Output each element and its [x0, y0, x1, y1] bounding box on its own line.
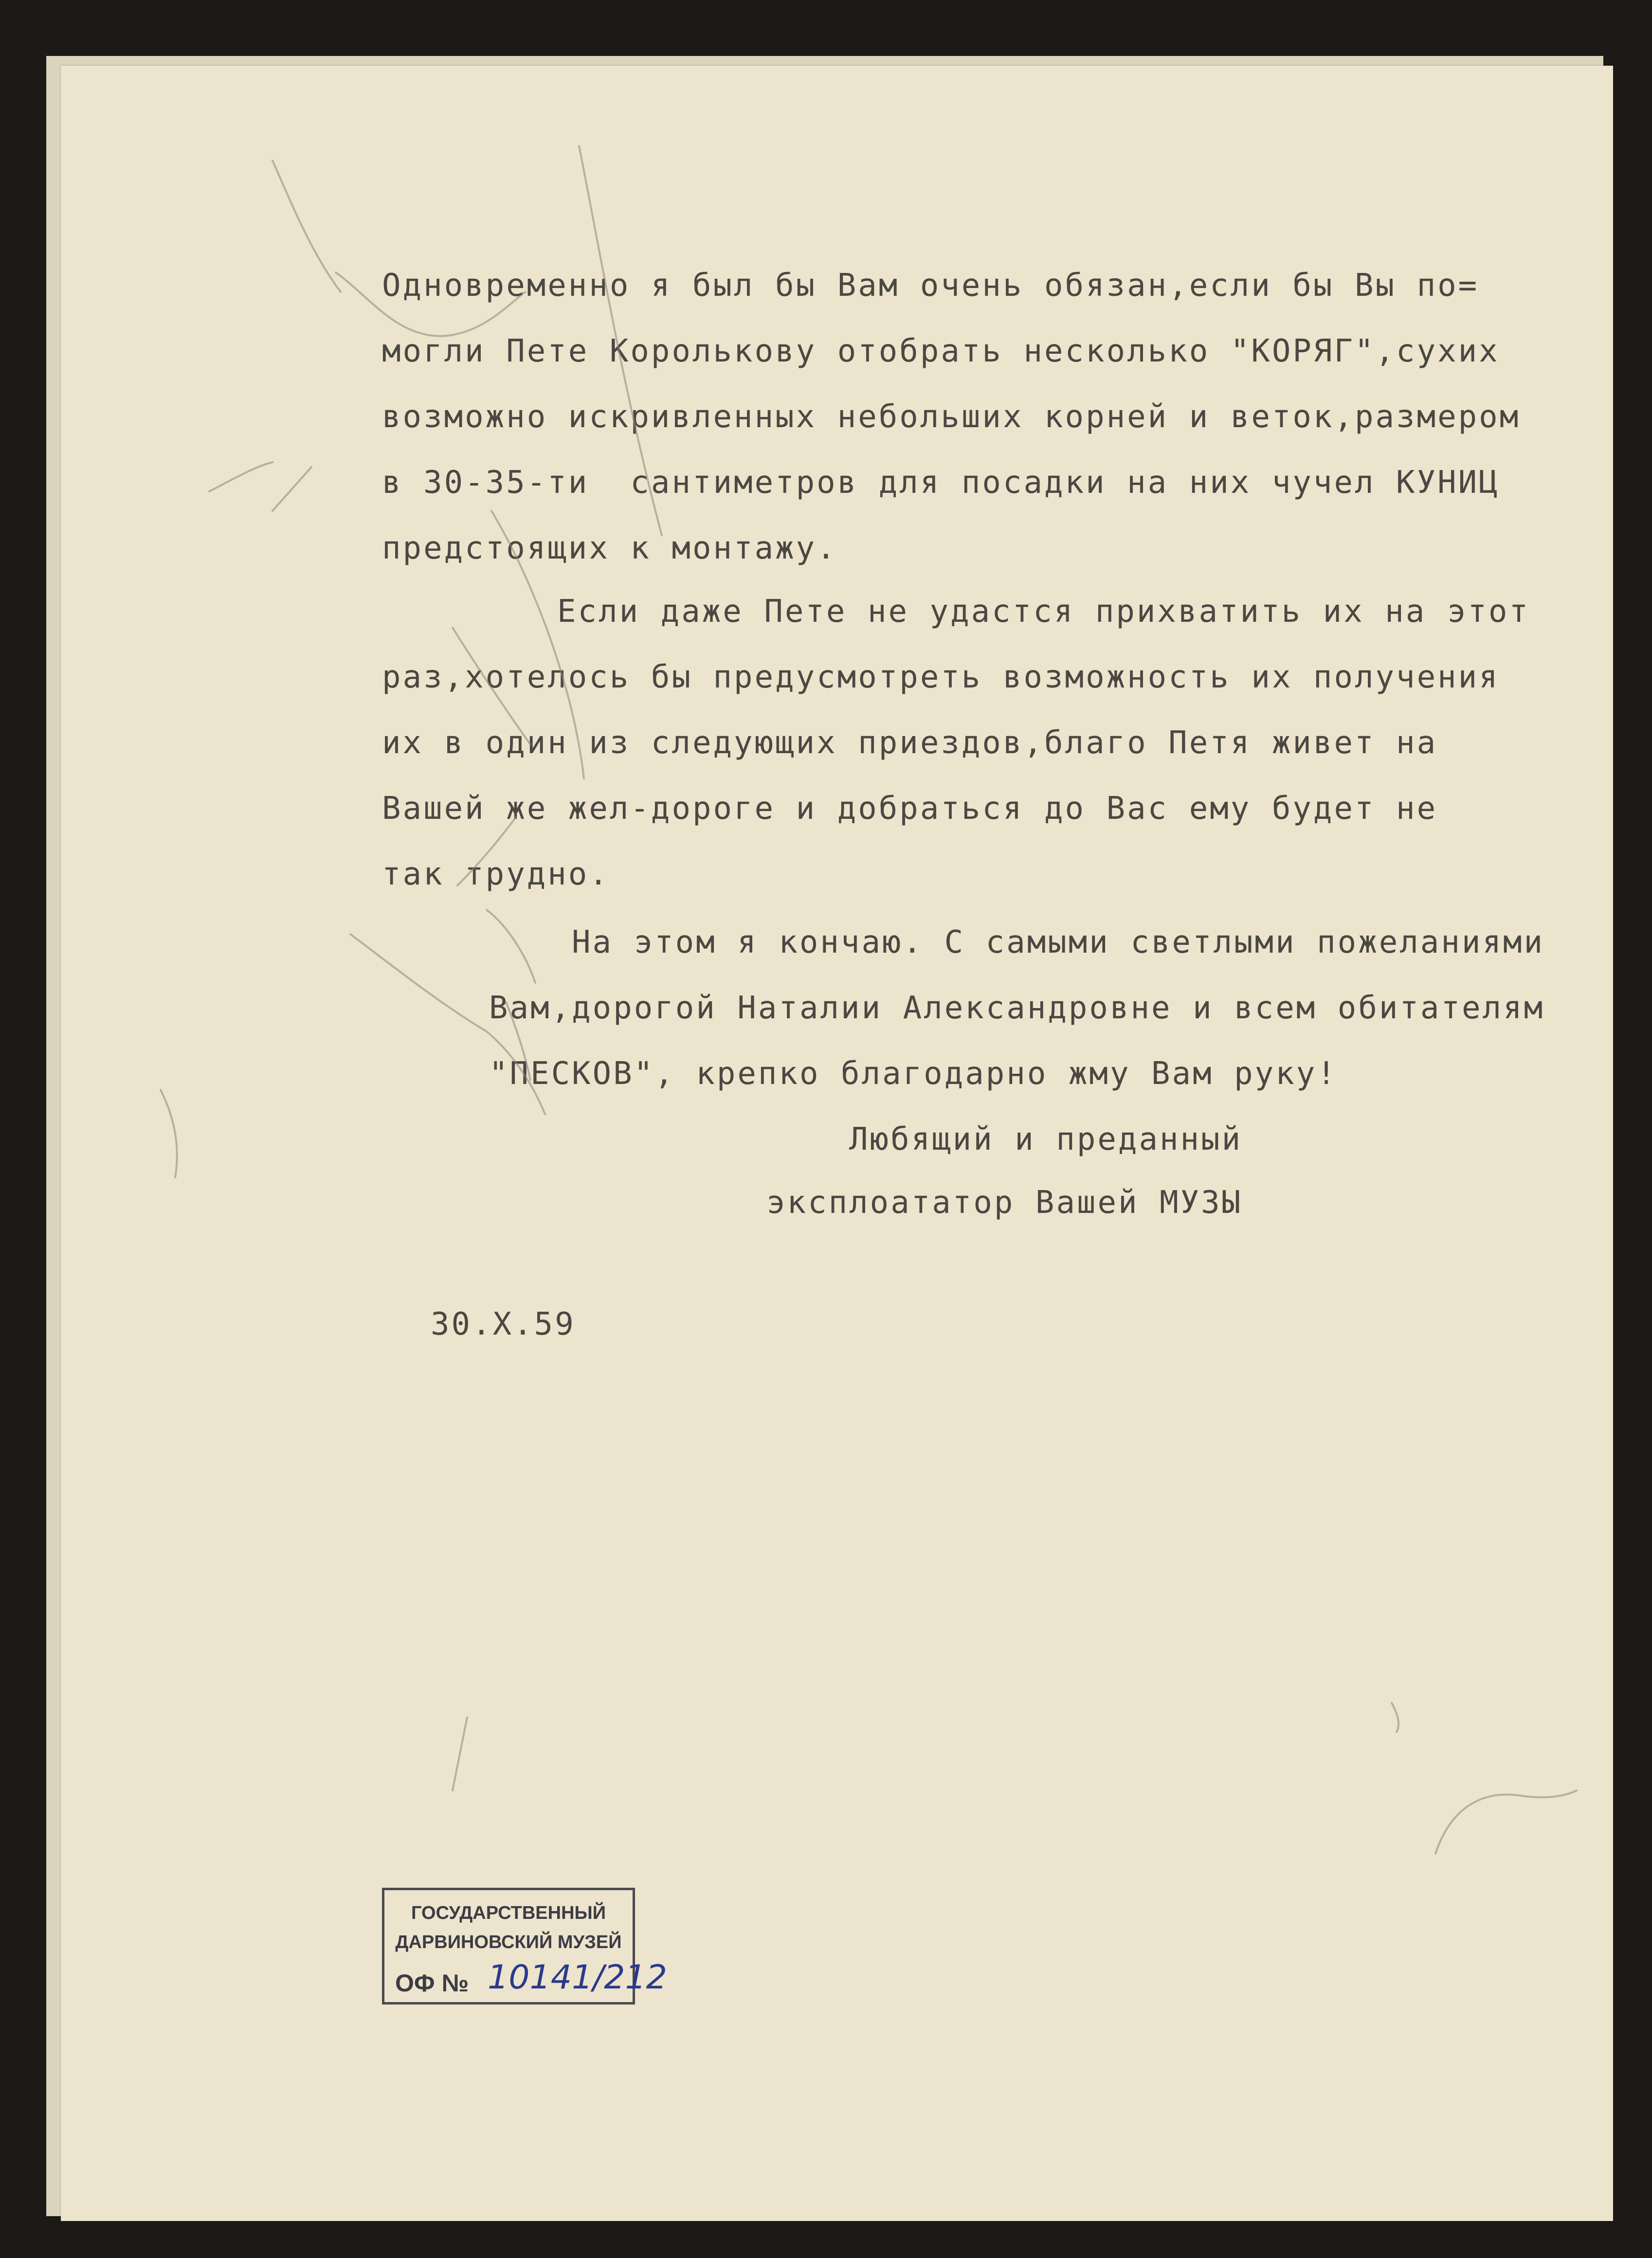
letter-line-8: их в один из следующих приездов,благо Петя живет на	[382, 725, 1438, 761]
letter-line-13: "ПЕСКОВ", крепко благодарно жму Вам руку!	[489, 1056, 1338, 1092]
letter-line-12: Вам,дорогой Наталии Александровне и всем обитателям	[489, 990, 1545, 1026]
signature-closing: Любящий и преданный	[849, 1121, 1243, 1157]
letter-line-1: Одновременно я был бы Вам очень обязан,если бы Вы по=	[382, 268, 1479, 304]
stamp-line-1: ГОСУДАРСТВЕННЫЙ	[411, 1903, 606, 1923]
letter-line-6: Если даже Пете не удастся прихватить их на этот	[557, 594, 1530, 630]
letter-line-10: так трудно.	[382, 856, 610, 892]
letter-line-4: в 30-35-ти сантиметров для посадки на них чучел КУНИЦ	[382, 465, 1500, 501]
letter-line-9: Вашей же жел-дороге и добраться до Вас ему будет не	[382, 791, 1438, 827]
letter-line-3: возможно искривленных небольших корней и веток,размером	[382, 399, 1521, 435]
signature-name: эксплоататор Вашей МУЗЫ	[766, 1185, 1243, 1221]
stamp-fund-label: ОФ №	[395, 1969, 469, 1997]
letter-date: 30.X.59	[431, 1306, 576, 1342]
letter-line-7: раз,хотелось бы предусмотреть возможность их получения	[382, 659, 1500, 695]
museum-archive-stamp	[382, 1888, 668, 2005]
stamp-fund-number: 10141/212	[488, 1958, 668, 1997]
letter-line-5: предстоящих к монтажу.	[382, 530, 837, 566]
letter-line-11: На этом я кончаю. С самыми светлыми пожеланиями	[572, 924, 1544, 960]
stamp-line-2: ДАРВИНОВСКИЙ МУЗЕЙ	[395, 1932, 622, 1952]
letter-line-2: могли Пете Королькову отобрать несколько "КОРЯГ",сухих	[382, 333, 1500, 369]
letter-page	[61, 66, 1613, 2221]
